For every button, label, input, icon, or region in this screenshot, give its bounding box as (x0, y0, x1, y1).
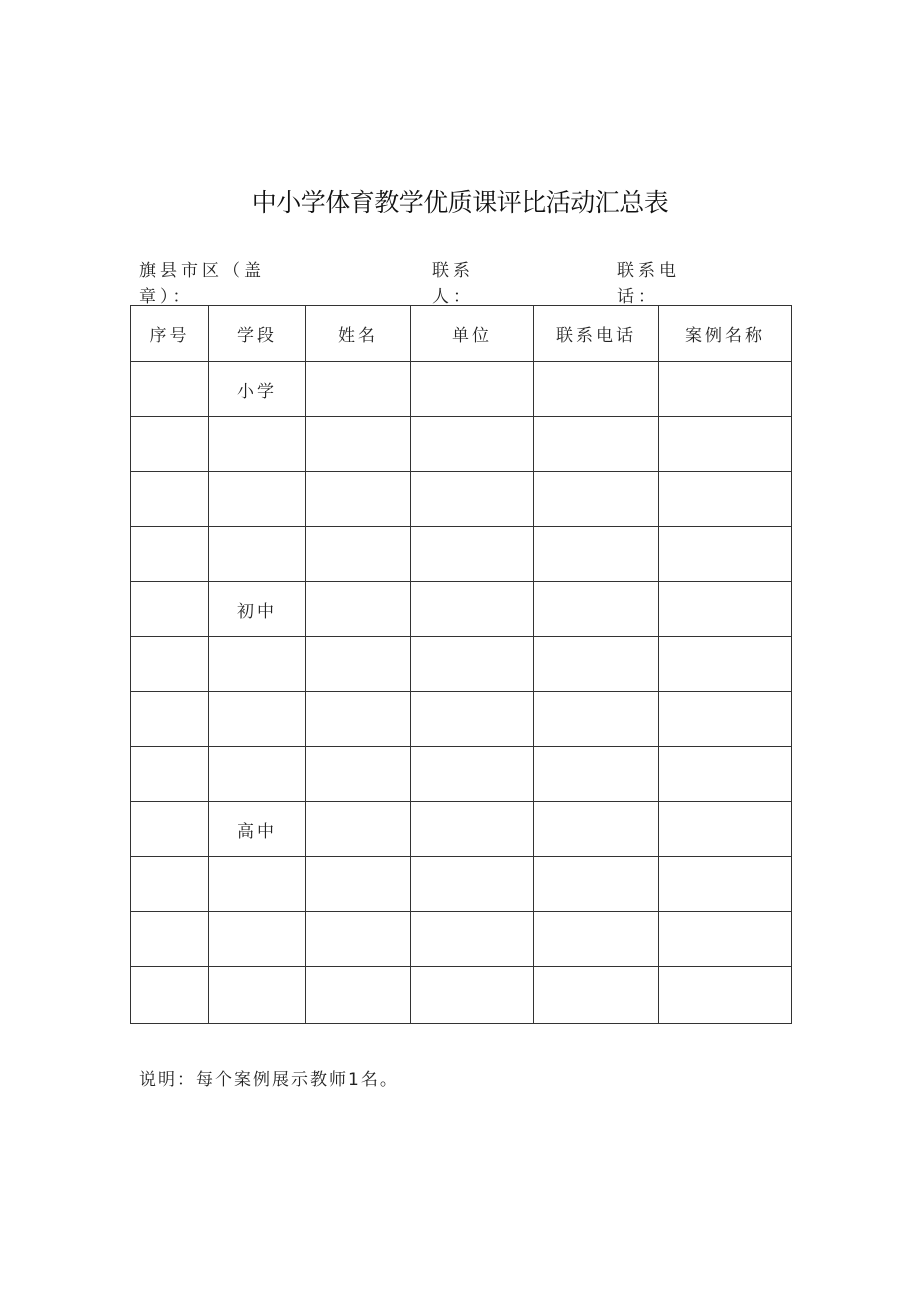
header-organization: 单位 (411, 306, 534, 362)
cell-index (131, 747, 209, 802)
cell-school-stage (209, 967, 306, 1024)
footnote: 说明：每个案例展示教师1名。 (139, 1070, 399, 1090)
table-row (131, 582, 792, 637)
cell-index (131, 362, 209, 417)
cell-name (306, 967, 411, 1024)
cell-organization (411, 527, 534, 582)
cell-organization (411, 362, 534, 417)
contact-phone-label: 联系电话： (617, 261, 680, 307)
cell-name (306, 362, 411, 417)
cell-phone (534, 527, 659, 582)
cell-phone (534, 692, 659, 747)
cell-organization (411, 417, 534, 472)
cell-case-name (659, 472, 792, 527)
cell-name (306, 857, 411, 912)
cell-phone (534, 857, 659, 912)
cell-case-name (659, 802, 792, 857)
cell-case-name (659, 362, 792, 417)
header-name: 姓名 (306, 306, 411, 362)
table-row (131, 637, 792, 692)
cell-case-name (659, 417, 792, 472)
cell-school-stage (209, 692, 306, 747)
cell-name (306, 747, 411, 802)
table-row (131, 967, 792, 1024)
cell-index (131, 857, 209, 912)
table-row (131, 912, 792, 967)
cell-organization (411, 747, 534, 802)
cell-school-stage (209, 472, 306, 527)
cell-case-name (659, 527, 792, 582)
cell-name (306, 692, 411, 747)
cell-school-stage (209, 747, 306, 802)
cell-name (306, 582, 411, 637)
cell-index (131, 692, 209, 747)
cell-phone (534, 417, 659, 472)
cell-case-name (659, 692, 792, 747)
cell-index (131, 472, 209, 527)
cell-case-name (659, 747, 792, 802)
table-row (131, 802, 792, 857)
cell-index (131, 582, 209, 637)
cell-phone (534, 362, 659, 417)
header-case-name: 案例名称 (659, 306, 792, 362)
table-row (131, 527, 792, 582)
cell-index (131, 912, 209, 967)
cell-organization (411, 472, 534, 527)
header-phone: 联系电话 (534, 306, 659, 362)
cell-phone (534, 472, 659, 527)
cell-phone (534, 802, 659, 857)
table-row (131, 692, 792, 747)
cell-school-stage (209, 912, 306, 967)
header-index: 序号 (131, 306, 209, 362)
header-school-stage: 学段 (209, 306, 306, 362)
cell-case-name (659, 912, 792, 967)
cell-index (131, 527, 209, 582)
cell-school-stage (209, 637, 306, 692)
cell-case-name (659, 967, 792, 1024)
contact-person-label: 联系人： (432, 261, 474, 307)
cell-index (131, 967, 209, 1024)
cell-case-name (659, 857, 792, 912)
table-row (131, 857, 792, 912)
cell-school-stage (209, 527, 306, 582)
table-row (131, 417, 792, 472)
cell-phone (534, 967, 659, 1024)
cell-school-stage: 小学 (209, 362, 306, 417)
cell-name (306, 417, 411, 472)
summary-table (130, 305, 792, 1024)
cell-phone (534, 637, 659, 692)
cell-name (306, 527, 411, 582)
cell-organization (411, 637, 534, 692)
cell-name (306, 637, 411, 692)
cell-school-stage: 高中 (209, 802, 306, 857)
cell-organization (411, 802, 534, 857)
table-row (131, 362, 792, 417)
cell-organization (411, 857, 534, 912)
cell-school-stage (209, 417, 306, 472)
page-title: 中小学体育教学优质课评比活动汇总表 (251, 188, 669, 217)
table-row (131, 472, 792, 527)
cell-index (131, 417, 209, 472)
cell-phone (534, 747, 659, 802)
cell-index (131, 802, 209, 857)
table-header-row (131, 306, 792, 362)
table-row (131, 747, 792, 802)
cell-index (131, 637, 209, 692)
cell-case-name (659, 582, 792, 637)
cell-name (306, 912, 411, 967)
cell-name (306, 472, 411, 527)
cell-organization (411, 692, 534, 747)
cell-school-stage: 初中 (209, 582, 306, 637)
region-seal-label: 旗县市区（盖章）： (139, 261, 265, 307)
table-body (131, 362, 792, 1024)
cell-organization (411, 582, 534, 637)
cell-name (306, 802, 411, 857)
cell-phone (534, 582, 659, 637)
cell-case-name (659, 637, 792, 692)
cell-school-stage (209, 857, 306, 912)
cell-organization (411, 912, 534, 967)
cell-organization (411, 967, 534, 1024)
cell-phone (534, 912, 659, 967)
